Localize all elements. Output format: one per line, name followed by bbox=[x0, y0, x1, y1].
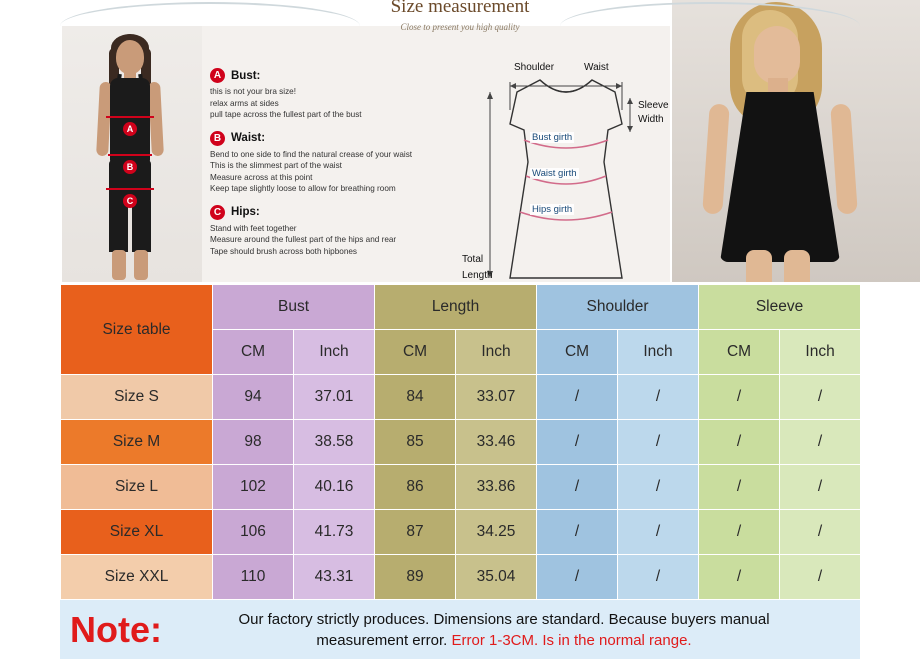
model-torso bbox=[110, 78, 150, 164]
instruction-hips-header bbox=[210, 205, 460, 220]
table-row bbox=[61, 555, 861, 600]
header-group-shoulder: Shoulder bbox=[537, 285, 699, 330]
instruction-waist-line-3: Measure across at this point bbox=[210, 172, 313, 182]
cell-xl-sleeve-cm: / bbox=[699, 510, 780, 555]
cell-xxl-length-inch: 35.04 bbox=[456, 555, 537, 600]
row-label-m: Size M bbox=[61, 420, 213, 465]
cell-s-shoulder-cm: / bbox=[537, 375, 618, 420]
row-label-s: Size S bbox=[61, 375, 213, 420]
instruction-bust-line-1: this is not your bra size! bbox=[210, 87, 297, 96]
photo-model-leg-left bbox=[746, 250, 772, 282]
model-head bbox=[116, 40, 144, 74]
hips-badge-icon: C bbox=[210, 205, 225, 220]
cell-xl-bust-cm: 106 bbox=[213, 510, 294, 555]
page-subtitle: Close to present you high quality bbox=[400, 22, 520, 32]
instruction-bust-title: Bust: bbox=[231, 69, 261, 82]
cell-xxl-sleeve-cm: / bbox=[699, 555, 780, 600]
product-photo bbox=[672, 0, 920, 282]
label-bust-girth: Bust girth bbox=[532, 132, 573, 143]
unit-bust-cm: CM bbox=[213, 330, 294, 375]
note-line-1: Our factory strictly produces. Dimensions are standard. Because buyers manual bbox=[238, 610, 770, 628]
note-banner bbox=[60, 600, 860, 659]
unit-shoulder-cm: CM bbox=[537, 330, 618, 375]
page-title: Size measurement bbox=[390, 0, 530, 17]
measurement-guide-panel bbox=[62, 26, 670, 282]
instruction-hips-line-3: Tape should brush across both hipbones bbox=[210, 246, 358, 256]
waist-badge-icon: B bbox=[210, 131, 225, 146]
dress-outline-svg bbox=[462, 52, 670, 282]
table-header-groups bbox=[61, 285, 861, 330]
instruction-waist bbox=[210, 131, 460, 195]
instruction-bust bbox=[210, 68, 460, 121]
cell-s-bust-inch: 37.01 bbox=[294, 375, 375, 420]
label-length: Length bbox=[462, 270, 493, 281]
cell-l-length-cm: 86 bbox=[375, 465, 456, 510]
cell-xl-shoulder-cm: / bbox=[537, 510, 618, 555]
instruction-waist-title: Waist: bbox=[231, 132, 266, 144]
model-leg-left bbox=[112, 250, 126, 280]
model-measurement-photo bbox=[62, 26, 202, 282]
note-text bbox=[162, 609, 860, 651]
instruction-waist-header bbox=[210, 131, 460, 146]
cell-xxl-shoulder-inch: / bbox=[618, 555, 699, 600]
cell-l-bust-inch: 40.16 bbox=[294, 465, 375, 510]
instruction-waist-line-4: Keep tape slightly loose to allow for breathing room bbox=[210, 184, 396, 193]
cell-xxl-sleeve-inch: / bbox=[780, 555, 861, 600]
cell-xl-bust-inch: 41.73 bbox=[294, 510, 375, 555]
note-error-range: Error 1-3CM. Is in the normal range. bbox=[451, 631, 692, 649]
row-label-xl: Size XL bbox=[61, 510, 213, 555]
cell-s-shoulder-inch: / bbox=[618, 375, 699, 420]
table-row bbox=[61, 510, 861, 555]
photo-model-leg-right bbox=[784, 250, 810, 282]
cell-l-sleeve-cm: / bbox=[699, 465, 780, 510]
header-group-bust: Bust bbox=[213, 285, 375, 330]
table-corner-label: Size table bbox=[61, 285, 213, 375]
cell-m-shoulder-cm: / bbox=[537, 420, 618, 465]
instruction-hips-line-2: Measure around the fullest part of the hips and rear bbox=[210, 235, 397, 244]
cell-m-length-inch: 33.46 bbox=[456, 420, 537, 465]
label-waist-girth: Waist girth bbox=[532, 168, 577, 179]
instruction-bust-line-2: relax arms at sides bbox=[210, 98, 279, 108]
unit-bust-inch: Inch bbox=[294, 330, 375, 375]
cell-s-sleeve-inch: / bbox=[780, 375, 861, 420]
cell-xxl-shoulder-cm: / bbox=[537, 555, 618, 600]
instruction-bust-line-3: pull tape across the fullest part of the bust bbox=[210, 110, 362, 119]
cell-s-bust-cm: 94 bbox=[213, 375, 294, 420]
dress-diagram bbox=[462, 52, 670, 282]
instruction-hips-title: Hips: bbox=[231, 206, 260, 218]
hips-measure-line bbox=[106, 188, 154, 190]
table-row bbox=[61, 420, 861, 465]
cell-s-sleeve-cm: / bbox=[699, 375, 780, 420]
instruction-hips bbox=[210, 205, 460, 258]
cell-xxl-bust-cm: 110 bbox=[213, 555, 294, 600]
cell-l-sleeve-inch: / bbox=[780, 465, 861, 510]
unit-length-inch: Inch bbox=[456, 330, 537, 375]
row-label-l: Size L bbox=[61, 465, 213, 510]
model-arm-right bbox=[148, 82, 164, 157]
bust-measure-line bbox=[106, 116, 154, 118]
cell-l-shoulder-cm: / bbox=[537, 465, 618, 510]
label-width: Width bbox=[638, 114, 664, 125]
cell-xl-shoulder-inch: / bbox=[618, 510, 699, 555]
cell-l-shoulder-inch: / bbox=[618, 465, 699, 510]
cell-s-length-cm: 84 bbox=[375, 375, 456, 420]
cell-xl-length-cm: 87 bbox=[375, 510, 456, 555]
model-leg-right bbox=[134, 250, 148, 280]
cell-m-bust-inch: 38.58 bbox=[294, 420, 375, 465]
badge-b-icon: B bbox=[123, 160, 137, 174]
label-shoulder: Shoulder bbox=[514, 62, 555, 73]
unit-sleeve-cm: CM bbox=[699, 330, 780, 375]
instruction-waist-line-1: Bend to one side to find the natural crease of your waist bbox=[210, 149, 413, 159]
cell-m-length-cm: 85 bbox=[375, 420, 456, 465]
label-total: Total bbox=[462, 254, 484, 265]
cell-s-length-inch: 33.07 bbox=[456, 375, 537, 420]
cell-xxl-bust-inch: 43.31 bbox=[294, 555, 375, 600]
badge-c-icon: C bbox=[123, 194, 137, 208]
bust-badge-icon: A bbox=[210, 68, 225, 83]
cell-m-sleeve-inch: / bbox=[780, 420, 861, 465]
measurement-instructions bbox=[210, 68, 460, 267]
label-waist-top: Waist bbox=[584, 62, 609, 73]
model-leg-gap bbox=[128, 202, 132, 252]
header-group-sleeve: Sleeve bbox=[699, 285, 861, 330]
cell-xxl-length-cm: 89 bbox=[375, 555, 456, 600]
table-row bbox=[61, 465, 861, 510]
waist-measure-line bbox=[108, 154, 152, 156]
cell-m-shoulder-inch: / bbox=[618, 420, 699, 465]
unit-length-cm: CM bbox=[375, 330, 456, 375]
table-row bbox=[61, 375, 861, 420]
instruction-bust-header bbox=[210, 68, 460, 83]
instruction-waist-line-2: This is the slimmest part of the waist bbox=[210, 161, 342, 170]
cell-xl-length-inch: 34.25 bbox=[456, 510, 537, 555]
instruction-hips-line-1: Stand with feet together bbox=[210, 223, 297, 233]
cell-l-bust-cm: 102 bbox=[213, 465, 294, 510]
badge-a-icon: A bbox=[123, 122, 137, 136]
cell-l-length-inch: 33.86 bbox=[456, 465, 537, 510]
banner bbox=[0, 0, 920, 282]
unit-sleeve-inch: Inch bbox=[780, 330, 861, 375]
label-sleeve: Sleeve bbox=[638, 100, 669, 111]
cell-m-sleeve-cm: / bbox=[699, 420, 780, 465]
header-group-length: Length bbox=[375, 285, 537, 330]
note-line-2-prefix: measurement error. bbox=[316, 631, 452, 649]
note-label: Note: bbox=[70, 608, 162, 650]
cell-xl-sleeve-inch: / bbox=[780, 510, 861, 555]
photo-model-face bbox=[754, 26, 800, 84]
label-hips-girth: Hips girth bbox=[532, 204, 573, 215]
unit-shoulder-inch: Inch bbox=[618, 330, 699, 375]
row-label-xxl: Size XXL bbox=[61, 555, 213, 600]
cell-m-bust-cm: 98 bbox=[213, 420, 294, 465]
size-table bbox=[60, 284, 861, 600]
